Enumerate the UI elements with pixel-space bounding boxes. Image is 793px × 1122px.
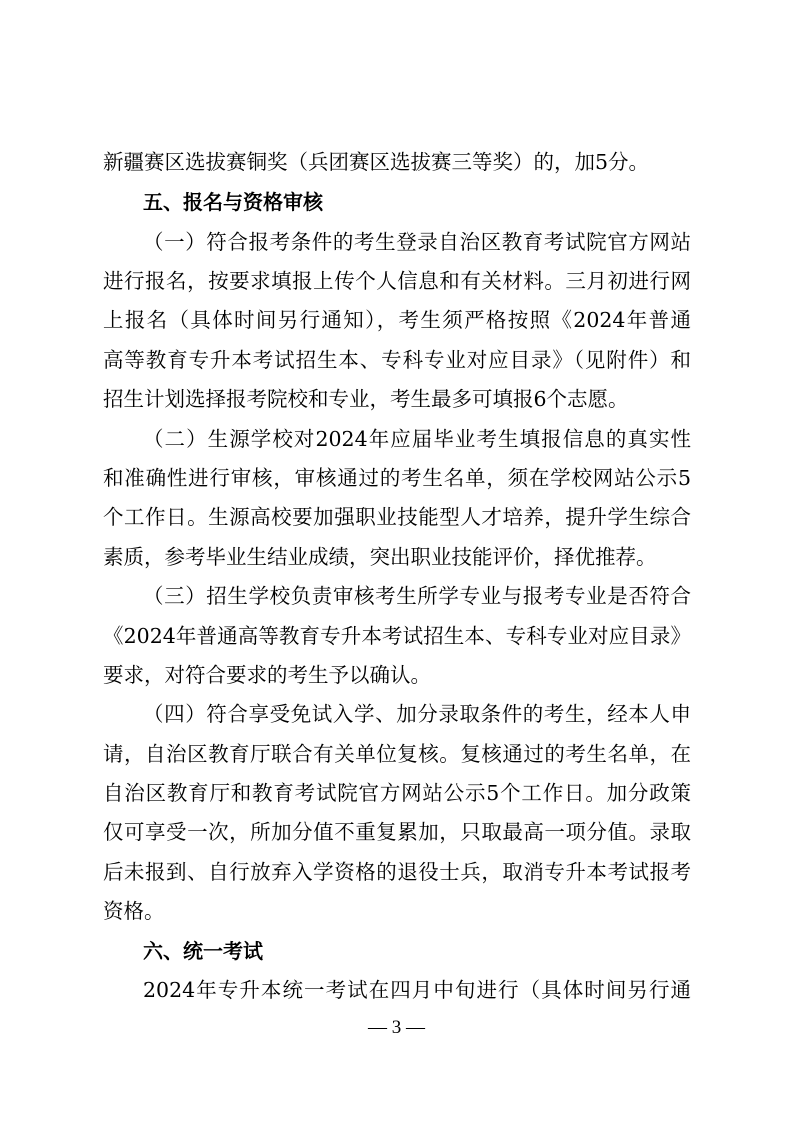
text-line: 上报名（具体时间另行通知），考生须严格按照《2024年普通 xyxy=(103,308,691,332)
text-line: 请，自治区教育厅联合有关单位复核。复核通过的考生名单，在 xyxy=(103,742,691,766)
section-heading: 五、报名与资格审核 xyxy=(143,190,323,214)
text-line: 资格。 xyxy=(103,899,165,923)
text-line: 素质，参考毕业生结业成绩，突出职业技能评价，择优推荐。 xyxy=(103,545,657,569)
text-line: （三）招生学校负责审核考生所学专业与报考专业是否符合 xyxy=(143,584,691,608)
text-line: 后未报到、自行放弃入学资格的退役士兵，取消专升本考试报考 xyxy=(103,860,691,884)
text-line: 招生计划选择报考院校和专业，考生最多可填报6个志愿。 xyxy=(103,387,629,411)
text-line: （二）生源学校对2024年应届毕业考生填报信息的真实性 xyxy=(143,427,691,451)
text-line: （四）符合享受免试入学、加分录取条件的考生，经本人申 xyxy=(143,702,691,726)
text-line: 个工作日。生源高校要加强职业技能型人才培养，提升学生综合 xyxy=(103,505,691,529)
text-line: 新疆赛区选拔赛铜奖（兵团赛区选拔赛三等奖）的，加5分。 xyxy=(103,150,650,174)
text-line: 要求，对符合要求的考生予以确认。 xyxy=(103,663,431,687)
text-line: 高等教育专升本考试招生本、专科专业对应目录》（见附件）和 xyxy=(103,348,691,372)
text-line: （一）符合报考条件的考生登录自治区教育考试院官方网站 xyxy=(143,230,691,254)
section-heading: 六、统一考试 xyxy=(143,939,263,963)
text-line: 2024年专升本统一考试在四月中旬进行（具体时间另行通 xyxy=(143,978,691,1002)
page-number: — 3 — xyxy=(368,1017,425,1038)
text-line: 《2024年普通高等教育专升本考试招生本、专科专业对应目录》 xyxy=(103,624,691,648)
text-line: 进行报名，按要求填报上传个人信息和有关材料。三月初进行网 xyxy=(103,269,691,293)
text-line: 仅可享受一次，所加分值不重复累加，只取最高一项分值。录取 xyxy=(103,820,691,844)
text-line: 自治区教育厅和教育考试院官方网站公示5个工作日。加分政策 xyxy=(103,781,691,805)
text-line: 和准确性进行审核，审核通过的考生名单，须在学校网站公示5 xyxy=(103,466,691,490)
